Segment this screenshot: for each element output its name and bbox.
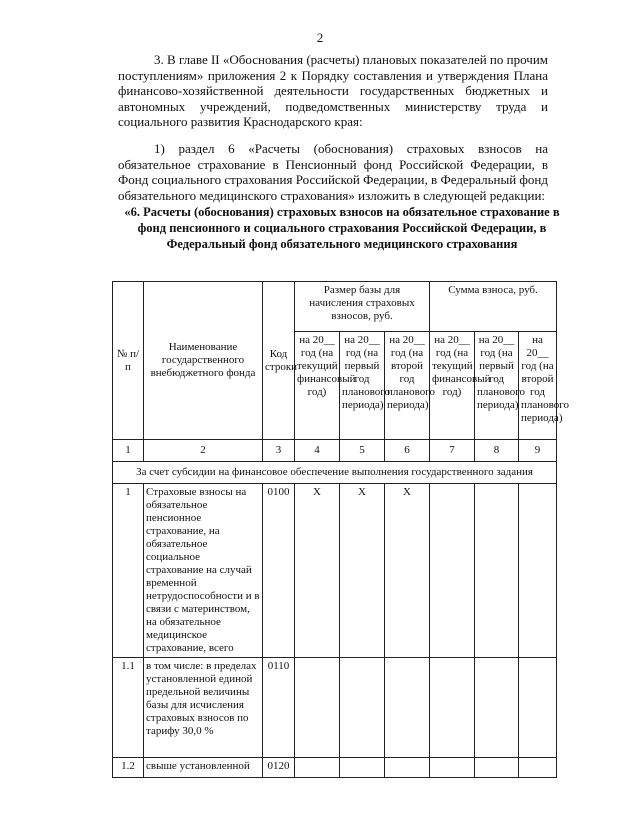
row-num: 1 — [113, 484, 144, 658]
row-num: 1.1 — [113, 658, 144, 758]
row-cell — [340, 758, 385, 778]
header-sum-group: Сумма взноса, руб. — [430, 282, 557, 332]
row-fund-name: в том числе: в пределах установленной единой предельной величины базы для исчисления страховых взносов по тарифу 30,0 % — [144, 658, 263, 758]
row-cell: X — [385, 484, 430, 658]
column-number: 9 — [519, 440, 557, 462]
row-cell — [475, 484, 519, 658]
column-number: 4 — [295, 440, 340, 462]
section-heading: «6. Расчеты (обоснования) страховых взносов на обязательное страхование в фонд пенсионного и социального страхования Российской Федерации, в Федеральный фонд обязательного медицинского страхования — [124, 205, 560, 251]
section-title-row: За счет субсидии на финансовое обеспечение выполнения государственного задания — [113, 462, 557, 484]
column-number: 7 — [430, 440, 475, 462]
row-cell — [430, 658, 475, 758]
row-cell — [295, 658, 340, 758]
header-code: Код строки — [263, 282, 295, 440]
row-cell — [475, 758, 519, 778]
column-number: 2 — [144, 440, 263, 462]
header-sum-current: на 20__ год (на текущий финансовый год) — [430, 332, 475, 440]
row-cell — [475, 658, 519, 758]
column-number: 3 — [263, 440, 295, 462]
row-cell — [385, 658, 430, 758]
header-num: № п/п — [113, 282, 144, 440]
header-base-first: на 20__ год (на первый год планового периода) — [340, 332, 385, 440]
row-cell: X — [295, 484, 340, 658]
table-row — [113, 484, 557, 658]
page-number: 2 — [316, 30, 324, 45]
contributions-table — [112, 281, 570, 778]
row-cell — [430, 484, 475, 658]
row-cell — [519, 758, 557, 778]
header-base-current: на 20__ год (на текущий финансовый год) — [295, 332, 340, 440]
row-fund-name: свыше установленной — [144, 758, 263, 778]
row-code: 0110 — [263, 658, 295, 758]
header-sum-second: на 20__ год (на второй год планового периода) — [519, 332, 557, 440]
column-number: 6 — [385, 440, 430, 462]
row-cell — [519, 484, 557, 658]
header-base-second: на 20__ год (на второй год планового периода) — [385, 332, 430, 440]
table-row — [113, 658, 557, 758]
row-cell — [519, 658, 557, 758]
row-cell — [295, 758, 340, 778]
paragraph-amendment-intro: 3. В главе II «Обоснования (расчеты) плановых показателей по прочим поступлениям» приложения 2 к Порядку составления и утверждения Плана финансово-хозяйственной деятельности государственных бюджетных и автономных учреждений, подведомственных министерству труда и социального развития Краснодарского края: — [118, 52, 548, 129]
row-num: 1.2 — [113, 758, 144, 778]
row-cell — [340, 658, 385, 758]
column-number: 5 — [340, 440, 385, 462]
column-number: 8 — [475, 440, 519, 462]
row-cell — [385, 758, 430, 778]
row-fund-name: Страховые взносы на обязательное пенсионное страхование, на обязательное социальное страхование на случай временной нетрудоспособности и в связи с материнством, на обязательное медицинское страхование, всего — [144, 484, 263, 658]
table-row — [113, 758, 557, 778]
row-code: 0100 — [263, 484, 295, 658]
row-cell: X — [340, 484, 385, 658]
row-code: 0120 — [263, 758, 295, 778]
header-sum-first: на 20__ год (на первый год планового периода) — [475, 332, 519, 440]
row-cell — [430, 758, 475, 778]
column-number-row — [113, 440, 557, 462]
header-base-group: Размер базы для начисления страховых взносов, руб. — [295, 282, 430, 332]
header-fund-name: Наименование государственного внебюджетного фонда — [144, 282, 263, 440]
paragraph-section-6: 1) раздел 6 «Расчеты (обоснования) страховых взносов на обязательное страхование в Пенсионный фонд Российской Федерации, в Фонд социального страхования Российской Федерации, в Федеральный фонд обязательного медицинского страхования» изложить в следующей редакции: — [118, 141, 548, 203]
column-number: 1 — [113, 440, 144, 462]
